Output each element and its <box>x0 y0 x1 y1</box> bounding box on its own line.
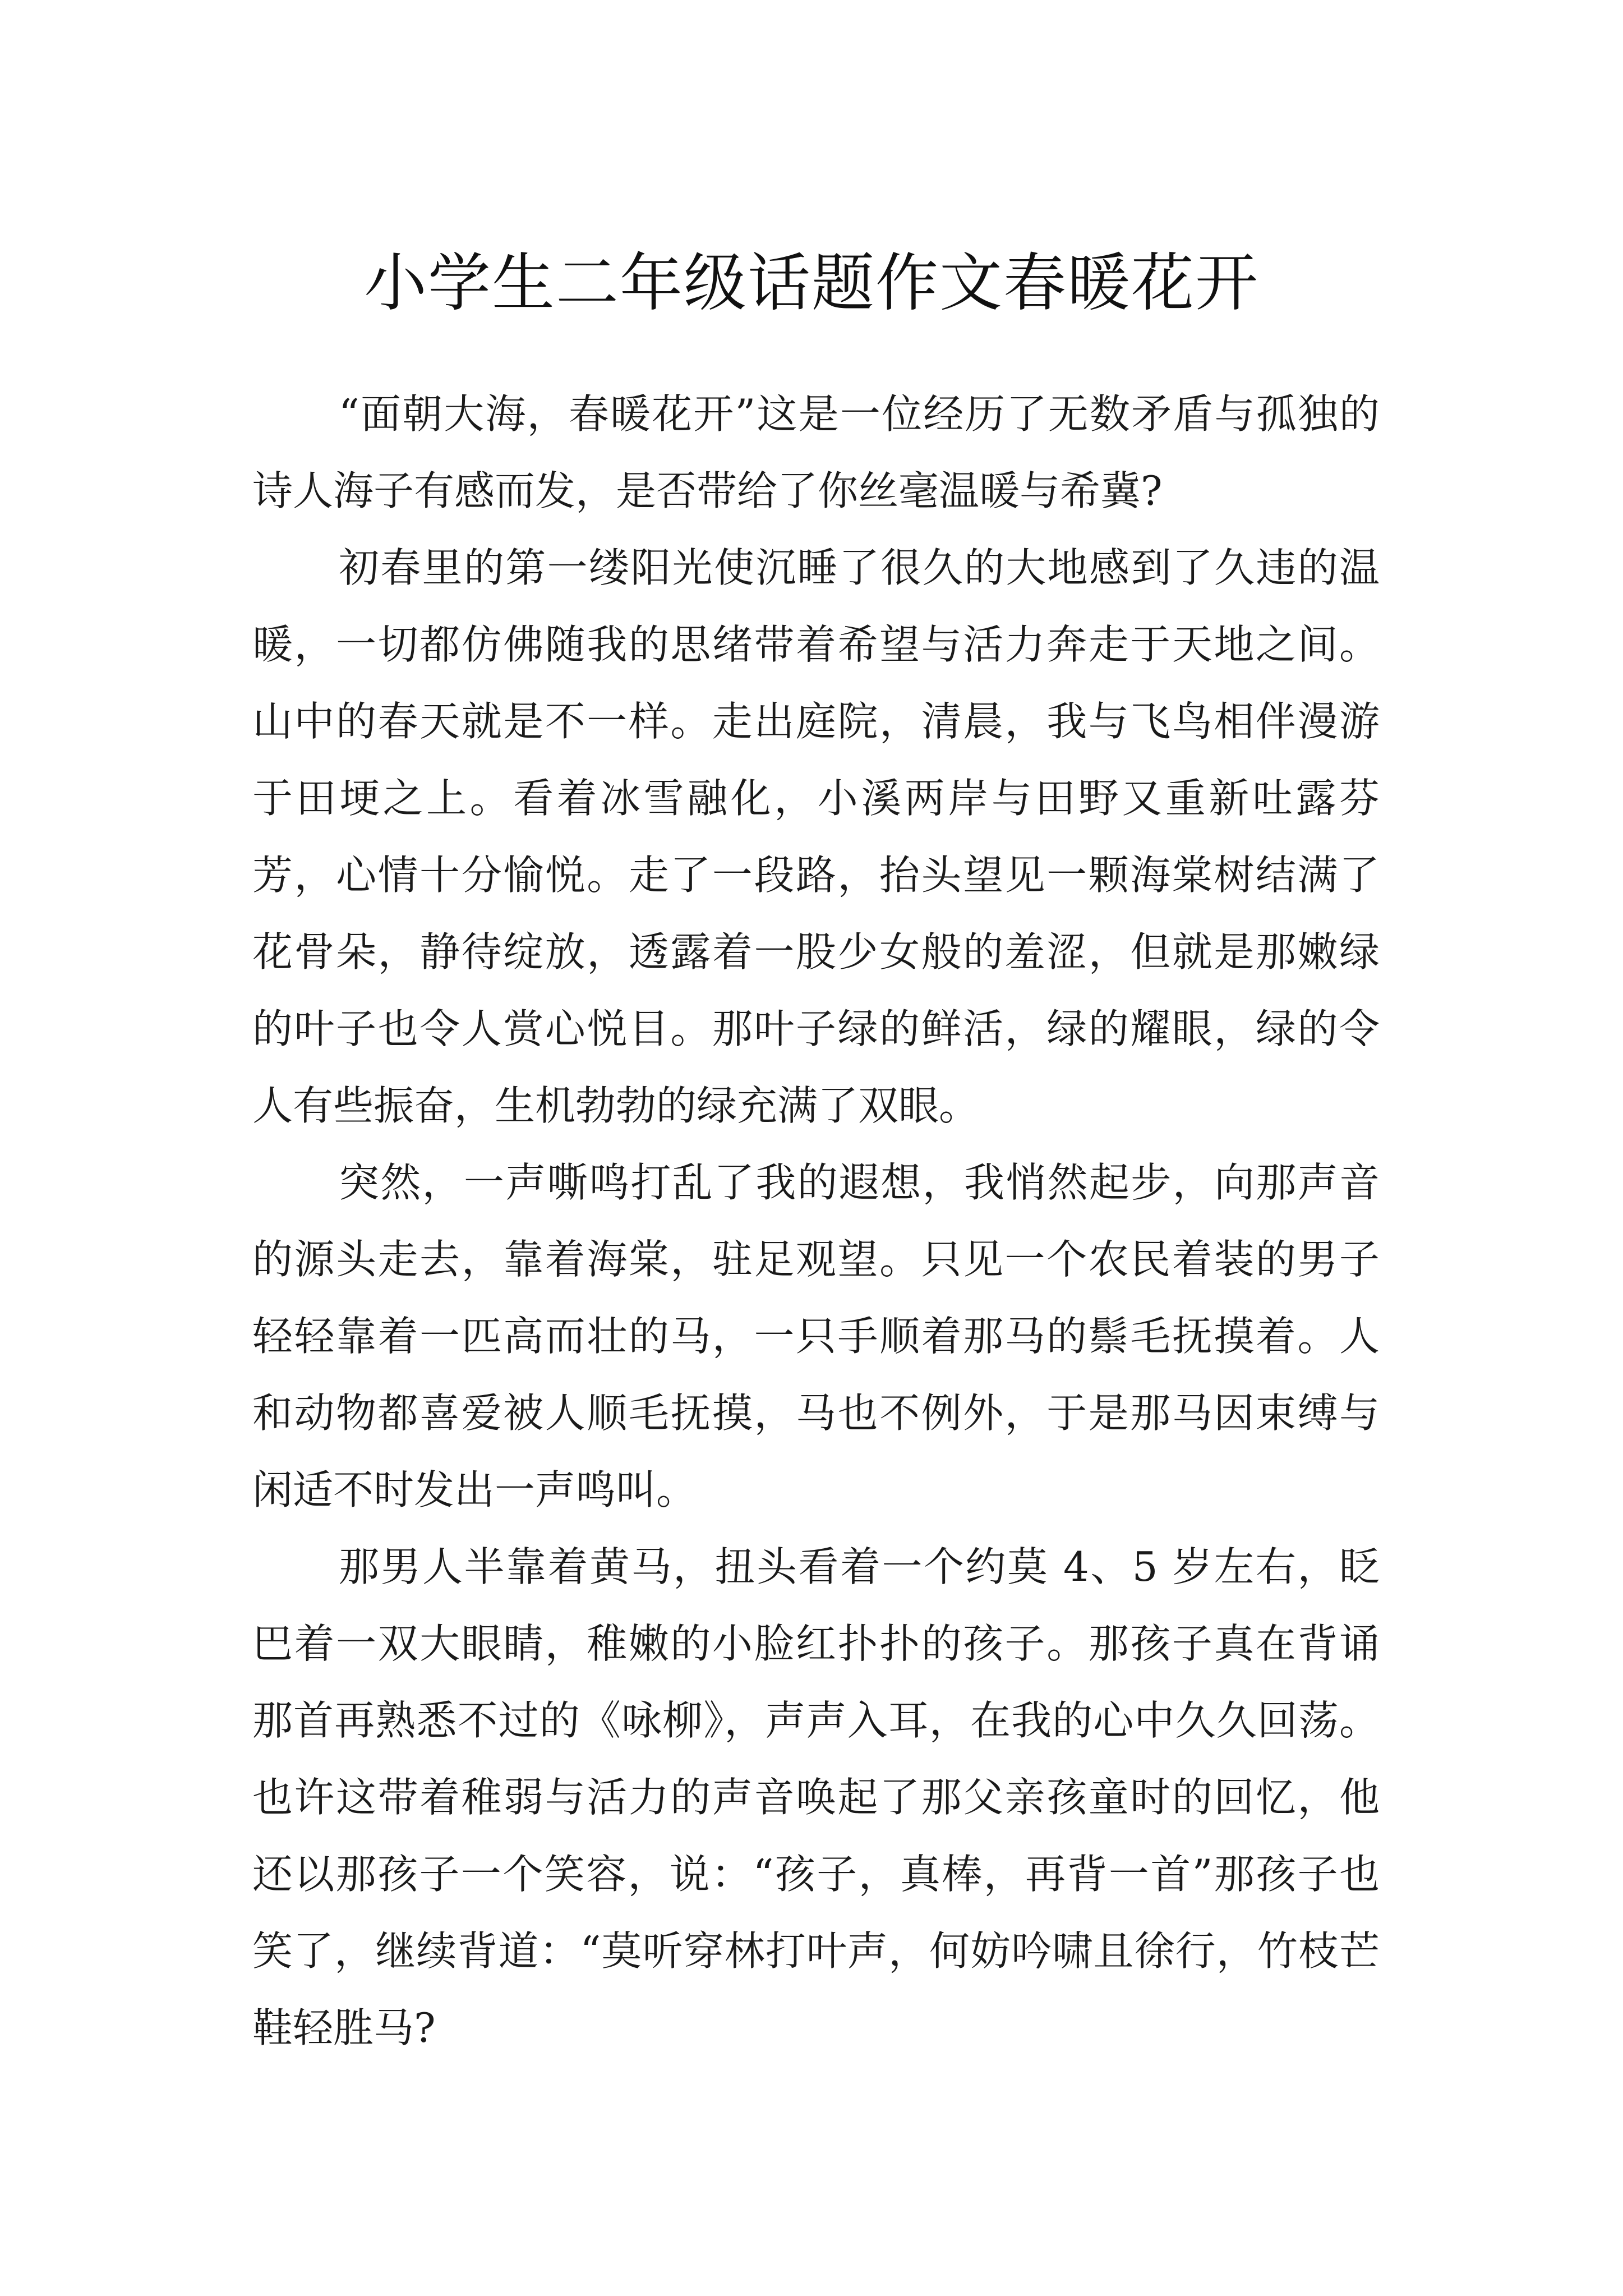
document-body <box>252 376 1380 2067</box>
paragraph-1: “面朝大海，春暖花开”这是一位经历了无数矛盾与孤独的诗人海子有感而发，是否带给了你丝毫温暖与希冀? <box>252 390 1380 514</box>
paragraph-2: 初春里的第一缕阳光使沉睡了很久的大地感到了久违的温暖，一切都仿佛随我的思绪带着希望与活力奔走于天地之间。山中的春天就是不一样。走出庭院，清晨，我与飞鸟相伴漫游于田埂之上。看着冰雪融化，小溪两岸与田野又重新吐露芬芳，心情十分愉悦。走了一段路，抬头望见一颗海棠树结满了花骨朵，静待绽放，透露着一股少女般的羞涩，但就是那嫩绿的叶子也令人赏心悦目。那叶子绿的鲜活，绿的耀眼，绿的令人有些振奋，生机勃勃的绿充满了双眼。 <box>252 544 1380 1129</box>
document-title: 小学生二年级话题作文春暖花开 <box>364 247 1259 320</box>
paragraph-4: 那男人半靠着黄马，扭头看着一个约莫 4、5 岁左右，眨巴着一双大眼睛，稚嫩的小脸红扑扑的孩子。那孩子真在背诵那首再熟悉不过的《咏柳》，声声入耳，在我的心中久久回荡。也许这带着稚弱与活力的声音唤起了那父亲孩童时的回忆，他还以那孩子一个笑容，说：“孩子，真棒，再背一首”那孩子也笑了，继续背道：“莫听穿林打叶声，何妨吟啸且徐行，竹枝芒鞋轻胜马? <box>252 1543 1380 2051</box>
paragraph-3: 突然，一声嘶鸣打乱了我的遐想，我悄然起步，向那声音的源头走去，靠着海棠，驻足观望。只见一个农民着装的男子轻轻靠着一匹高而壮的马，一只手顺着那马的鬃毛抚摸着。人和动物都喜爱被人顺毛抚摸，马也不例外，于是那马因束缚与闲适不时发出一声鸣叫。 <box>252 1159 1380 1513</box>
